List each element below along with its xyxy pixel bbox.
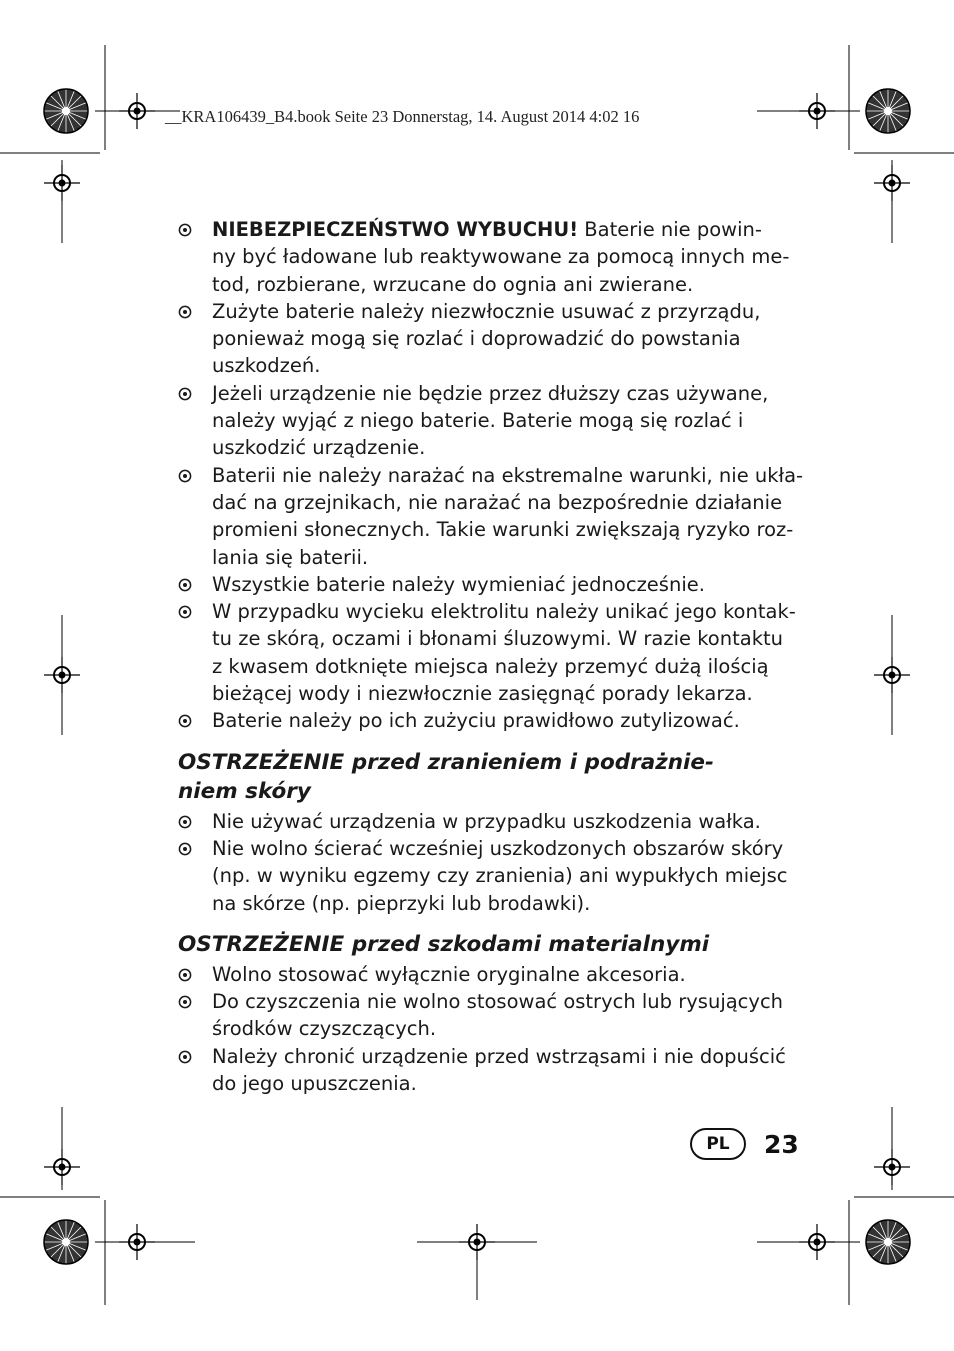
warning-label: NIEBEZPIECZEŃSTWO WYBUCHU! <box>212 218 579 241</box>
list-item <box>178 961 808 988</box>
item-text-line: promieni słonecznych. Takie warunki zwiększają ryzyko roz- <box>212 518 794 542</box>
list-item <box>178 598 808 707</box>
item-text-line: dać na grzejnikach, nie narażać na bezpośrednie działanie <box>212 490 783 514</box>
heading-line: OSTRZEŻENIE przed szkodami materialnymi <box>178 931 710 957</box>
item-text-line: uszkodzić urządzenie. <box>212 436 426 460</box>
item-text-line: (np. w wyniku egzemy czy zranienia) ani wypukłych miejsc <box>212 864 788 888</box>
section-heading-injury <box>178 748 808 806</box>
circled-dot-bullet-icon <box>178 815 192 829</box>
list-item <box>178 835 808 917</box>
list-item <box>178 1043 808 1098</box>
item-text-line: Wolno stosować wyłącznie oryginalne akcesoria. <box>212 962 686 986</box>
circled-dot-bullet-icon <box>178 387 192 401</box>
list-item <box>178 571 808 598</box>
item-text-line: Baterie należy po ich zużyciu prawidłowo zutylizować. <box>212 709 740 733</box>
circled-dot-bullet-icon <box>178 968 192 982</box>
item-text-line: należy wyjąć z niego baterie. Baterie mogą się rozlać i <box>212 409 744 433</box>
item-text-line: Nie używać urządzenia w przypadku uszkodzenia wałka. <box>212 809 761 833</box>
circled-dot-bullet-icon <box>178 223 192 237</box>
list-item <box>178 988 808 1043</box>
list-item <box>178 216 808 298</box>
section-heading-damage <box>178 930 808 959</box>
item-text-line: tod, rozbierane, wrzucane do ognia ani zwierane. <box>212 272 694 296</box>
circled-dot-bullet-icon <box>178 995 192 1009</box>
print-header-info: __KRA106439_B4.book Seite 23 Donnerstag, 14. August 2014 4:02 16 <box>165 107 640 126</box>
circled-dot-bullet-icon <box>178 605 192 619</box>
item-text-line: tu ze skórą, oczami i błonami śluzowymi. W razie kontaktu <box>212 627 783 651</box>
list-item <box>178 298 808 380</box>
item-text-line: ponieważ mogą się rozlać i doprowadzić do powstania <box>212 327 741 351</box>
list-item <box>178 707 808 734</box>
circled-dot-bullet-icon <box>178 842 192 856</box>
circled-dot-bullet-icon <box>178 578 192 592</box>
circled-dot-bullet-icon <box>178 469 192 483</box>
item-text-line: Baterie nie powin- <box>578 218 762 241</box>
item-text-line: Zużyte baterie należy niezwłocznie usuwać z przyrządu, <box>212 299 761 323</box>
language-badge: PL <box>690 1128 746 1160</box>
item-text-line: Baterii nie należy narażać na ekstremalne warunki, nie ukła- <box>212 463 804 487</box>
circled-dot-bullet-icon <box>178 1050 192 1064</box>
list-item <box>178 808 808 835</box>
content-column <box>178 216 808 1097</box>
item-text-line: uszkodzeń. <box>212 354 321 378</box>
item-text-line: bieżącej wody i niezwłocznie zasięgnąć porady lekarza. <box>212 682 753 706</box>
damage-warning-list <box>178 961 808 1097</box>
item-text-line: lania się baterii. <box>212 545 369 569</box>
circled-dot-bullet-icon <box>178 714 192 728</box>
item-text-line: do jego upuszczenia. <box>212 1072 417 1096</box>
battery-safety-list <box>178 216 808 735</box>
item-text-line: Nie wolno ścierać wcześniej uszkodzonych obszarów skóry <box>212 836 784 860</box>
circled-dot-bullet-icon <box>178 305 192 319</box>
page-footer <box>690 1124 799 1164</box>
injury-warning-list <box>178 808 808 917</box>
heading-line: niem skóry <box>178 778 311 804</box>
item-text-line: z kwasem dotknięte miejsca należy przemyć dużą ilością <box>212 654 769 678</box>
item-text-line: Należy chronić urządzenie przed wstrząsami i nie dopuścić <box>212 1044 786 1068</box>
item-text-line: Wszystkie baterie należy wymieniać jednocześnie. <box>212 572 705 596</box>
page-number: 23 <box>764 1129 799 1159</box>
item-text-line: ny być ładowane lub reaktywowane za pomocą innych me- <box>212 245 790 269</box>
item-text-line: na skórze (np. pieprzyki lub brodawki). <box>212 891 591 915</box>
item-text-line: Do czyszczenia nie wolno stosować ostrych lub rysujących <box>212 990 784 1014</box>
item-text-line: Jeżeli urządzenie nie będzie przez dłuższy czas używane, <box>212 381 769 405</box>
item-text-line: W przypadku wycieku elektrolitu należy unikać jego kontak- <box>212 600 796 624</box>
item-text-line: środków czyszczących. <box>212 1017 437 1041</box>
list-item <box>178 462 808 571</box>
heading-line: OSTRZEŻENIE przed zranieniem i podrażnie- <box>178 749 714 775</box>
list-item <box>178 380 808 462</box>
